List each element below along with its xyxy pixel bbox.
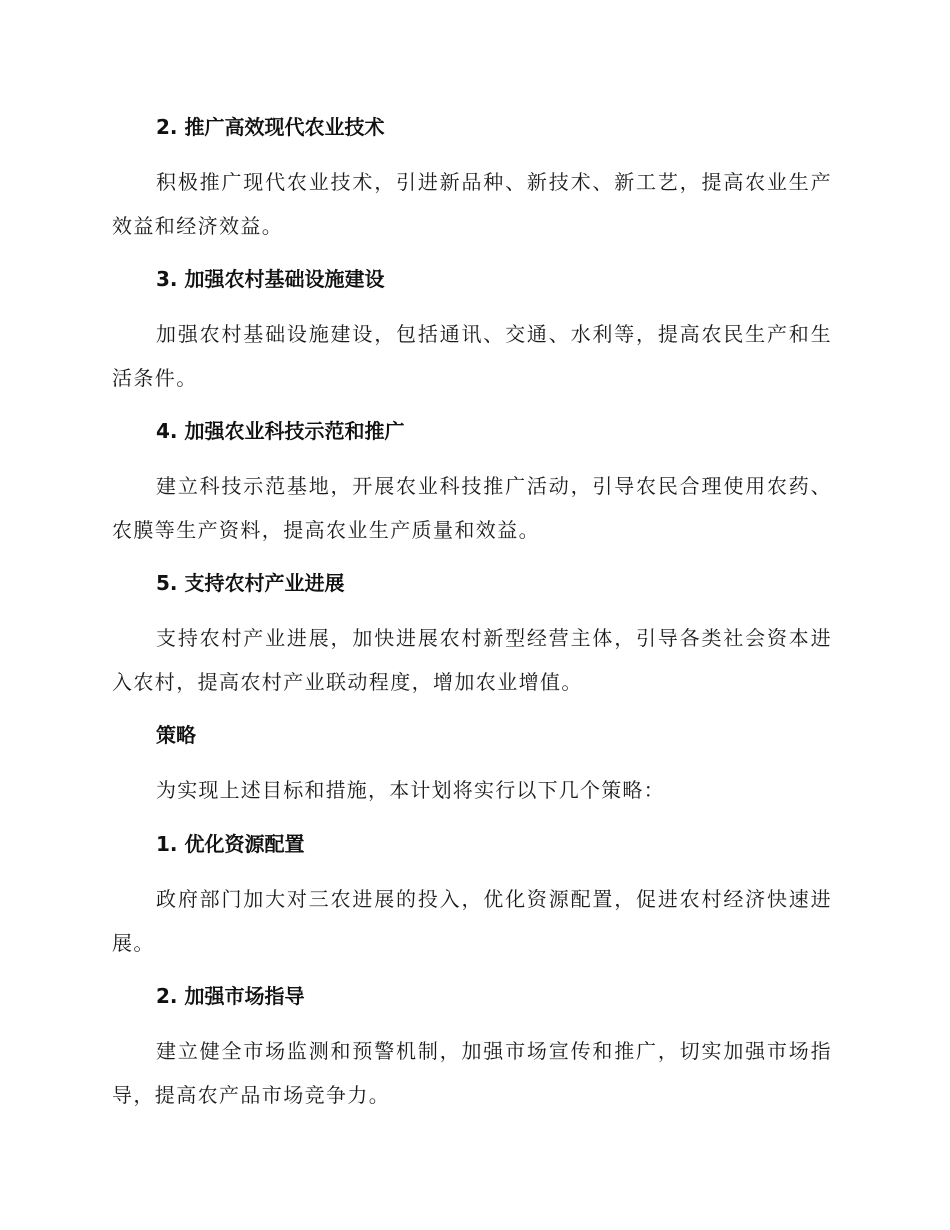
section-paragraph: 为实现上述目标和措施，本计划将实行以下几个策略： [156,778,665,802]
section-paragraph: 建立科技示范基地，开展农业科技推广活动，引导农民合理使用农药、农膜等生产资料，提高农业生产质量和效益。 [112,474,832,542]
section-heading: 3. 加强农村基础设施建设 [156,267,385,291]
section-heading: 5. 支持农村产业进展 [156,571,345,595]
section-paragraph: 建立健全市场监测和预警机制，加强市场宣传和推广，切实加强市场指导，提高农产品市场竞争力。 [112,1039,832,1107]
section-heading: 2. 加强市场指导 [156,984,305,1008]
section-heading: 2. 推广高效现代农业技术 [156,115,385,139]
section-heading: 1. 优化资源配置 [156,832,305,856]
section-paragraph: 支持农村产业进展，加快进展农村新型经营主体，引导各类社会资本进入农村，提高农村产业联动程度，增加农业增值。 [112,626,832,694]
section-heading: 4. 加强农业科技示范和推广 [156,419,405,443]
section-paragraph: 加强农村基础设施建设，包括通讯、交通、水利等，提高农民生产和生活条件。 [112,322,832,390]
section-paragraph: 政府部门加大对三农进展的投入，优化资源配置，促进农村经济快速进展。 [112,887,832,955]
section-heading: 策略 [156,723,196,747]
section-paragraph: 积极推广现代农业技术，引进新品种、新技术、新工艺，提高农业生产效益和经济效益。 [112,170,832,238]
